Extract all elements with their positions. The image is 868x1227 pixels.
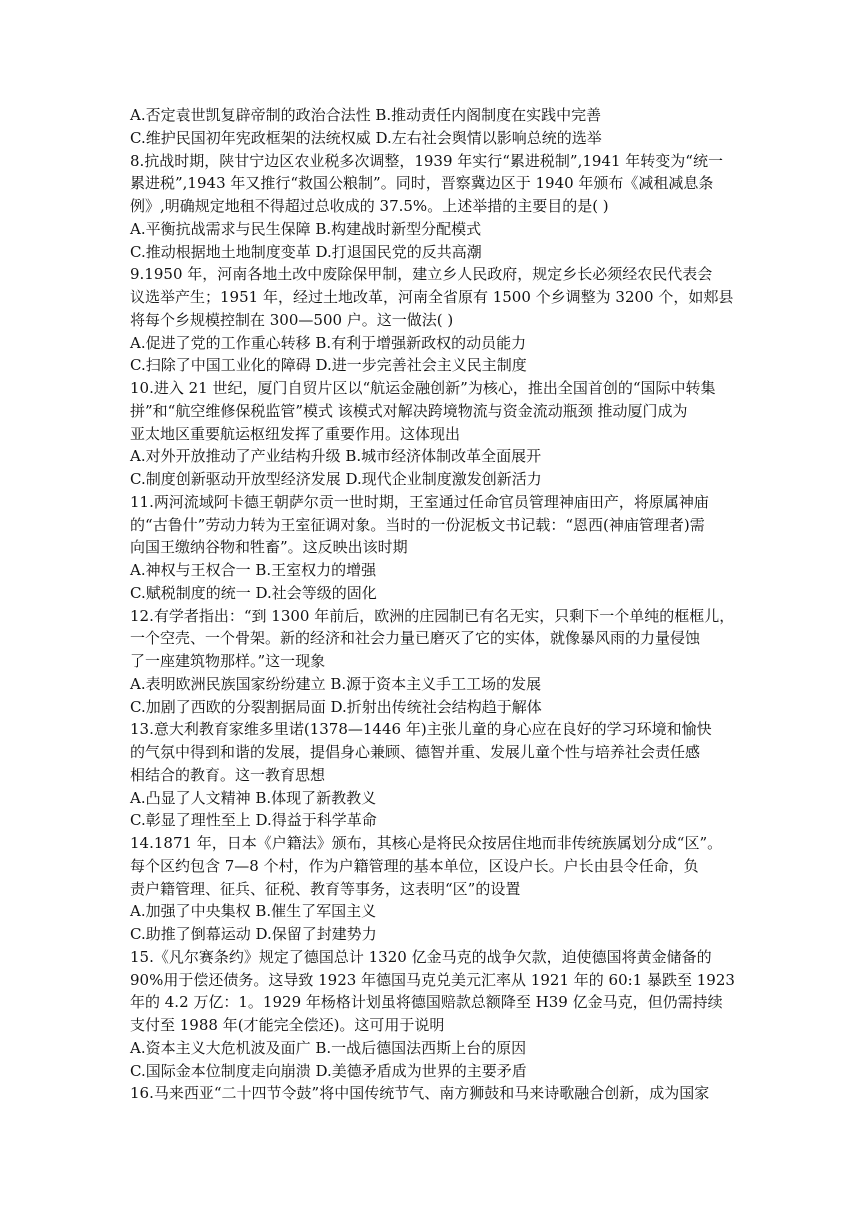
text-line: C.彰显了理性至上 D.得益于科学革命	[130, 811, 377, 830]
text-line: A.否定袁世凯复辟帝制的政治合法性 B.推动责任内阁制度在实践中完善	[130, 106, 602, 124]
text-line: 10.进入 21 世纪，厦门自贸片区以“航运金融创新”为核心，推出全国首创的“国际中转集	[130, 379, 716, 397]
text-line: 一个空壳、一个骨架。新的经济和社会力量已磨灭了它的实体，就像暴风雨的力量侵蚀	[130, 629, 701, 648]
text-line: 例》,明确规定地租不得超过总收成的 37.5%。上述举措的主要目的是( )	[130, 197, 609, 215]
text-line: A.加强了中央集权 B.催生了军国主义	[130, 902, 377, 921]
text-line: C.推动根据地土地制度变革 D.打退国民党的反共高潮	[130, 242, 482, 261]
text-line: 13.意大利教育家维多里诺(1378—1446 年)主张儿童的身心应在良好的学习环境和愉快	[130, 720, 712, 739]
text-line: C.赋税制度的统一 D.社会等级的固化	[130, 583, 377, 602]
text-line: A.资本主义大危机波及面广 B.一战后德国法西斯上台的原因	[130, 1038, 527, 1057]
text-line: 15.《凡尔赛条约》规定了德国总计 1320 亿金马克的战争欠款，迫使德国将黄金储备的	[130, 947, 712, 966]
text-line: 每个区约包含 7—8 个村，作为户籍管理的基本单位，区设户长。户长由县令任命，负	[130, 856, 699, 875]
text-line: 9.1950 年，河南各地土改中废除保甲制，建立乡人民政府，规定乡长必须经农民代表会	[130, 265, 713, 284]
text-line: 90%用于偿还债务。这导致 1923 年德国马克兑美元汇率从 1921 年的 60:1 暴跌至 1923	[130, 970, 735, 989]
text-line: 责户籍管理、征兵、征税、教育等事务，这表明“区”的设置	[130, 879, 521, 898]
text-line: 亚太地区重要航运枢纽发挥了重要作用。这体现出	[130, 424, 461, 443]
text-line: C.国际金本位制度走向崩溃 D.美德矛盾成为世界的主要矛盾	[130, 1061, 527, 1080]
text-line: A.凸显了人文精神 B.体现了新教教义	[130, 788, 377, 807]
text-line: A.神权与王权合一 B.王室权力的增强	[130, 561, 377, 579]
text-line: 16.马来西亚“二十四节令鼓”将中国传统节气、南方狮鼓和马来诗歌融合创新，成为国家	[130, 1084, 710, 1103]
text-line: 向国王缴纳谷物和牲畜”。这反映出该时期	[130, 538, 408, 557]
text-line: A.表明欧洲民族国家纷纷建立 B.源于资本主义手工工场的发展	[130, 674, 542, 693]
text-line: C.扫除了中国工业化的障碍 D.进一步完善社会主义民主制度	[130, 356, 527, 375]
text-line: 12.有学者指出：“到 1300 年前后，欧洲的庄园制已有名无实，只剩下一个单纯的框框儿，	[130, 606, 735, 625]
text-line: 的气氛中得到和谐的发展，提倡身心兼顾、德智并重、发展儿童个性与培养社会责任感	[130, 743, 701, 761]
text-line: C.助推了倒幕运动 D.保留了封建势力	[130, 925, 377, 943]
text-line: 议选举产生；1951 年，经过土地改革，河南全省原有 1500 个乡调整为 3200 个，如郏县	[130, 288, 734, 306]
text-line: 的“古鲁什”劳动力转为王室征调对象。当时的一份泥板文书记载：“恩西(神庙管理者)需	[130, 515, 705, 534]
text-line: C.维护民国初年宪政框架的法统权威 D.左右社会舆情以影响总统的选举	[130, 128, 602, 147]
text-line: 8.抗战时期，陕甘宁边区农业税多次调整，1939 年实行“累进税制”,1941 年转变为“统一	[130, 151, 723, 170]
text-line: 相结合的教育。这一教育思想	[130, 765, 326, 784]
text-line: 累进税”,1943 年又推行“救国公粮制”。同时，晋察冀边区于 1940 年颁布《减租减息条	[130, 174, 714, 193]
text-line: 了一座建筑物那样。”这一现象	[130, 652, 326, 670]
text-line: 11.两河流域阿卡德王朝萨尔贡一世时期，王室通过任命官员管理神庙田产，将原属神庙	[130, 492, 709, 511]
text-line: A.平衡抗战需求与民生保障 B.构建战时新型分配模式	[130, 219, 482, 238]
exam-questions-text	[130, 104, 742, 1105]
text-line: 将每个乡规模控制在 300—500 户。这一做法( )	[130, 310, 454, 329]
text-line: 拼”和“航空维修保税监管”模式 该模式对解决跨境物流与资金流动瓶颈 推动厦门成为	[130, 401, 688, 420]
text-line: 支付至 1988 年(才能完全偿还)。这可用于说明	[130, 1016, 445, 1034]
text-line: 年的 4.2 万亿：1。1929 年杨格计划虽将德国赔款总额降至 H39 亿金马克，但仍需持续	[130, 993, 723, 1012]
text-line: A.促进了党的工作重心转移 B.有利于增强新政权的动员能力	[130, 333, 527, 352]
text-line: C.制度创新驱动开放型经济发展 D.现代企业制度激发创新活力	[130, 470, 542, 488]
text-line: A.对外开放推动了产业结构升级 B.城市经济体制改革全面展开	[130, 447, 542, 466]
text-line: 14.1871 年，日本《户籍法》颁布，其核心是将民众按居住地而非传统族属划分成“区”。	[130, 834, 723, 852]
text-line: C.加剧了西欧的分裂割据局面 D.折射出传统社会结构趋于解体	[130, 697, 542, 716]
